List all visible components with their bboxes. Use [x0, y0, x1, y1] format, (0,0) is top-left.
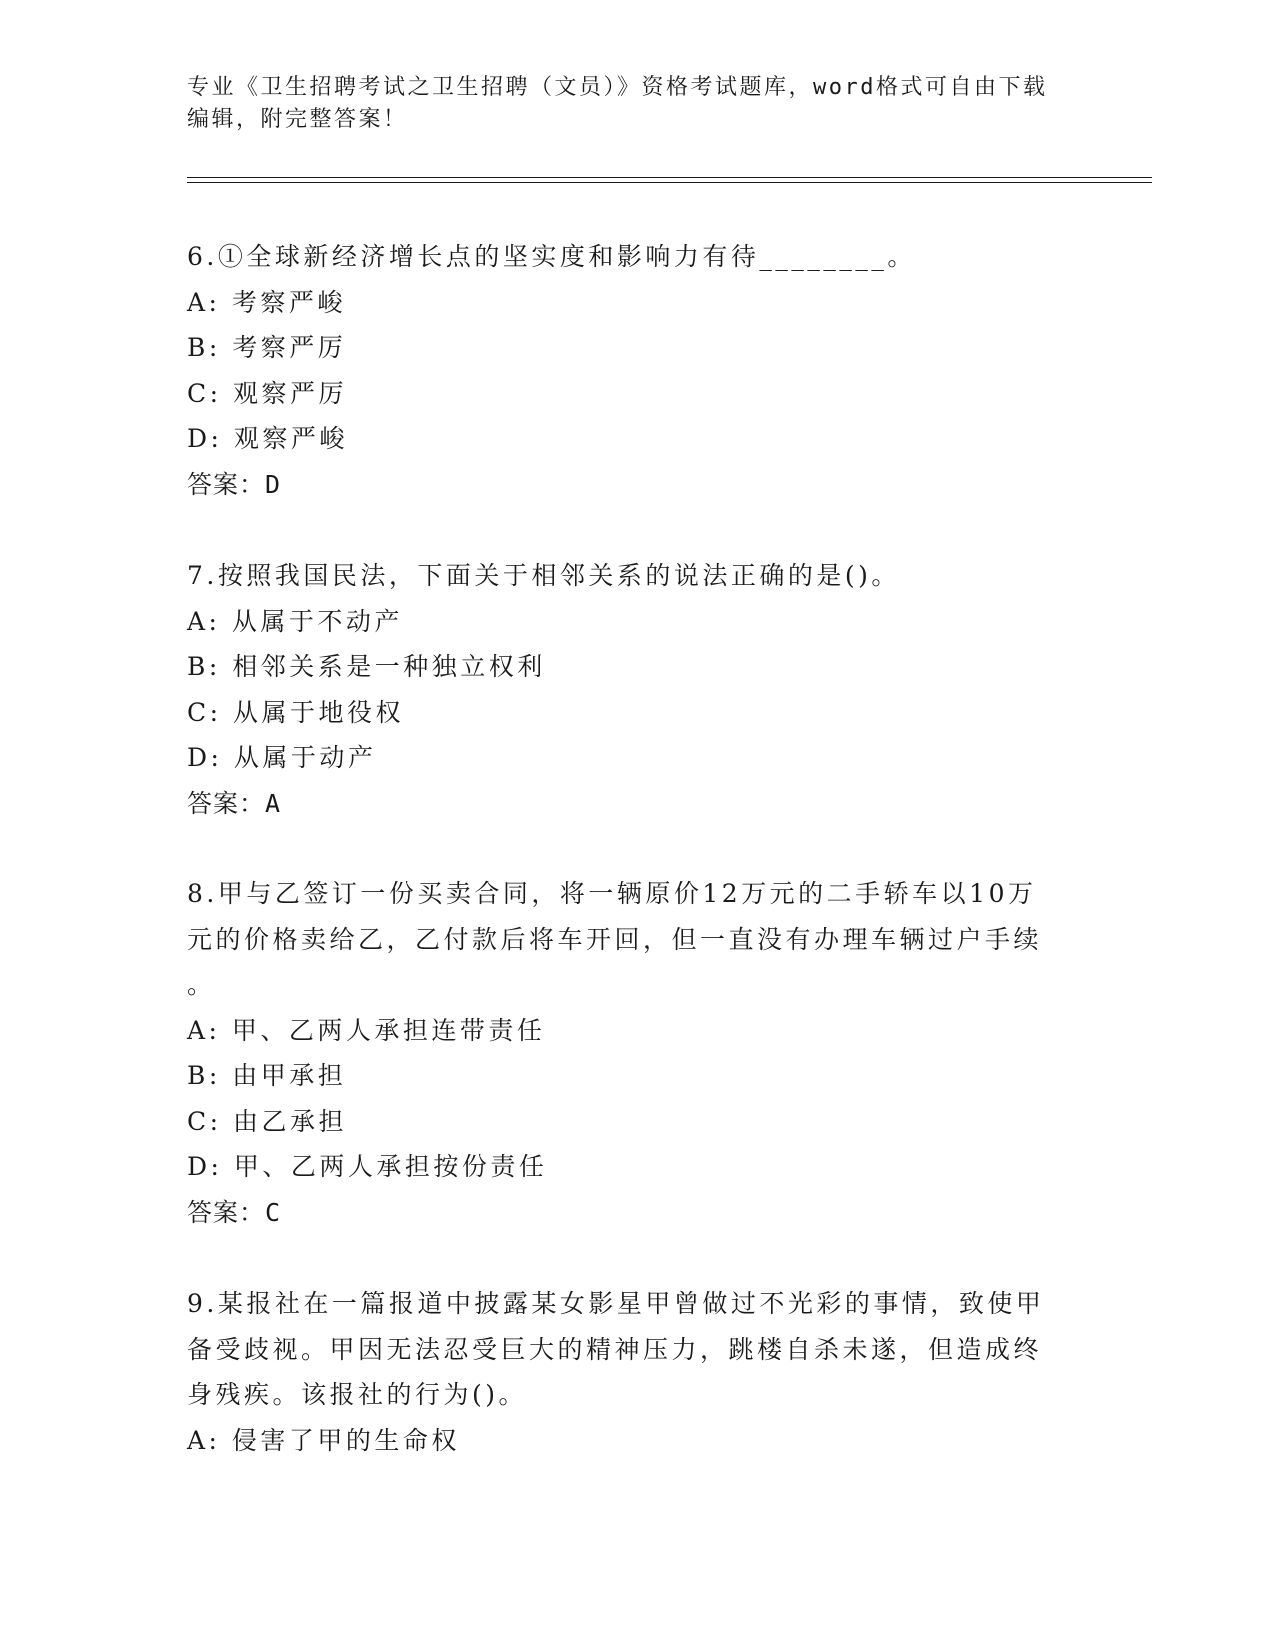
option-b: B: 考察严厉: [187, 333, 347, 362]
answer-label: 答案：: [187, 1197, 266, 1227]
document-header: [187, 72, 1067, 136]
answer-label: 答案：: [187, 469, 266, 499]
question-text-line-1: 9.某报社在一篇报道中披露某女影星甲曾做过不光彩的事情，致使甲: [187, 1289, 1045, 1318]
answer-value: D: [265, 469, 282, 499]
header-double-rule: [187, 177, 1152, 183]
option-d: D: 观察严峻: [187, 424, 348, 453]
answer-line: [187, 781, 1067, 827]
question-text-line-1: 8.甲与乙签订一份买卖合同，将一辆原价12万元的二手轿车以10万: [187, 879, 1037, 908]
header-line-1: 专业《卫生招聘考试之卫生招聘（文员）》资格考试题库，word格式可自由下载: [187, 75, 1048, 100]
question-text-line-3: 身残疾。该报社的行为()。: [187, 1380, 528, 1409]
question-text-line-2: 备受歧视。甲因无法忍受巨大的精神压力，跳楼自杀未遂，但造成终: [187, 1334, 1043, 1364]
answer-value: A: [265, 788, 282, 818]
option-c: C: 从属于地役权: [187, 697, 404, 727]
question-9: [187, 1281, 1067, 1463]
answer-label: 答案：: [187, 788, 266, 818]
question-text-line-3: 。: [187, 970, 216, 999]
option-c: C: 观察严厉: [187, 378, 347, 408]
question-text: 7.按照我国民法，下面关于相邻关系的说法正确的是()。: [187, 561, 900, 590]
header-line-2: 编辑，附完整答案！: [187, 107, 408, 132]
option-b: B: 相邻关系是一种独立权利: [187, 652, 546, 681]
option-d: D: 从属于动产: [187, 743, 377, 772]
question-8: [187, 871, 1067, 1235]
option-d: D: 甲、乙两人承担按份责任: [187, 1152, 548, 1181]
option-b: B: 由甲承担: [187, 1061, 347, 1090]
rule-top: [187, 177, 1152, 178]
question-text-line-2: 元的价格卖给乙，乙付款后将车开回，但一直没有办理车辆过户手续: [187, 924, 1043, 954]
option-a: A: 从属于不动产: [187, 606, 403, 636]
answer-line: [187, 1190, 1067, 1236]
rule-bottom: [187, 182, 1152, 183]
option-a: A: 侵害了甲的生命权: [187, 1425, 460, 1455]
option-a: A: 甲、乙两人承担连带责任: [187, 1015, 546, 1045]
option-a: A: 考察严峻: [187, 287, 346, 317]
question-text: 6.①全球新经济增长点的坚实度和影响力有待________。: [187, 242, 916, 271]
option-c: C: 由乙承担: [187, 1106, 347, 1136]
question-7: [187, 553, 1067, 826]
question-6: [187, 234, 1067, 507]
answer-value: C: [265, 1197, 282, 1227]
answer-line: [187, 462, 1067, 508]
